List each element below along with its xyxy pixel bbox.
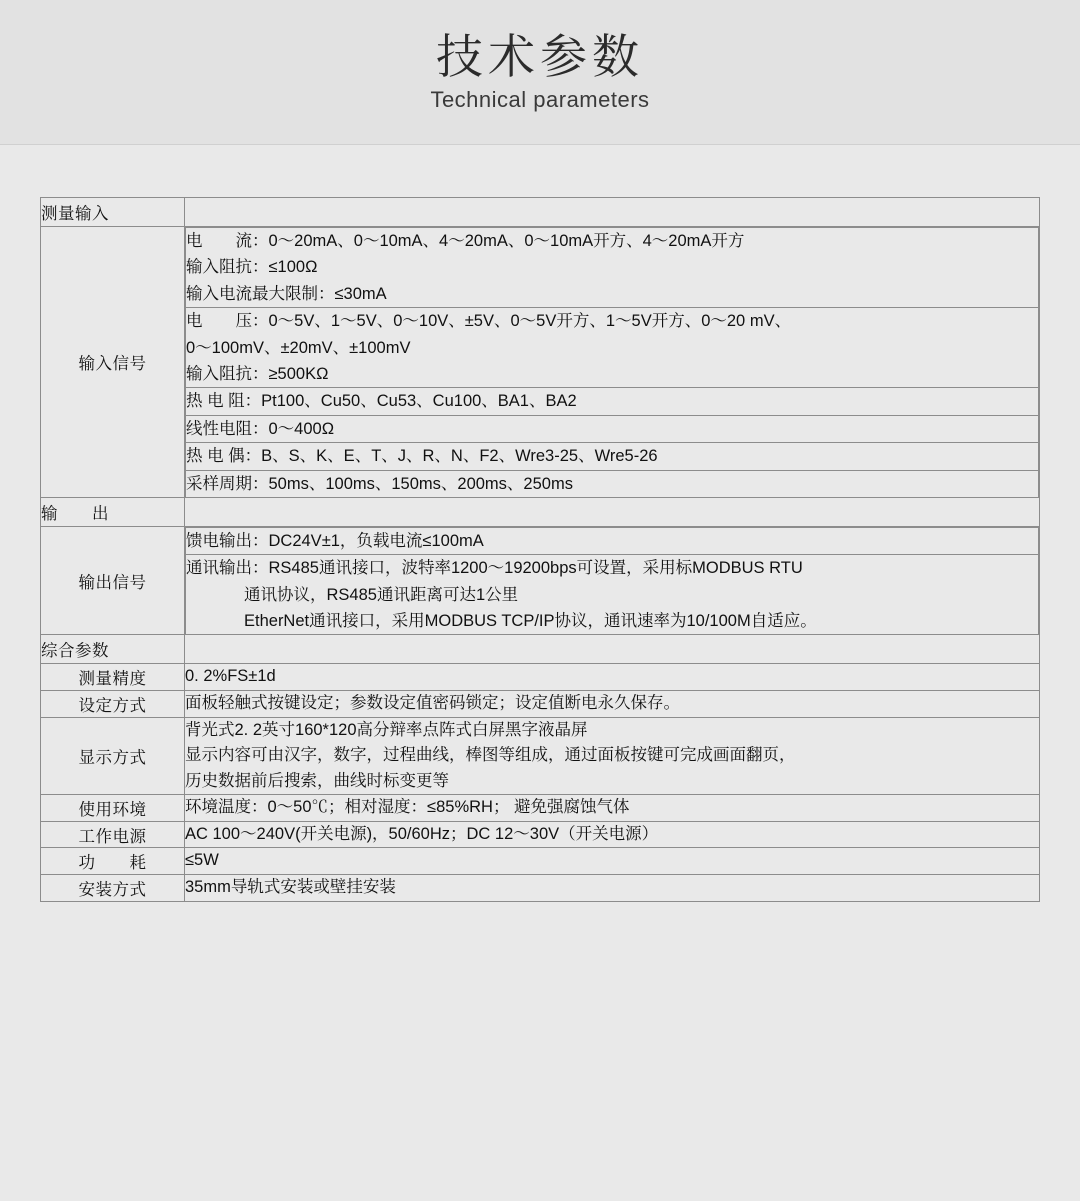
row-label: 使用环境 (41, 795, 185, 822)
table-row (41, 227, 1040, 498)
row-value (185, 635, 1040, 664)
row-value (185, 717, 1040, 795)
row-label: 工作电源 (41, 821, 185, 848)
sub-row-value (186, 415, 1039, 442)
row-label: 安装方式 (41, 874, 185, 901)
row-label: 输出信号 (41, 526, 185, 635)
value-line: 热 电 阻：Pt100、Cu50、Cu53、Cu100、BA1、BA2 (186, 392, 577, 411)
row-value: AC 100～240V(开关电源)，50/60Hz；DC 12～30V（开关电源） (185, 821, 1040, 848)
value-line: 通讯输出：RS485通讯接口，波特率1200～19200bps可设置，采用标MODBUS RTU (186, 559, 803, 578)
value-line: 历史数据前后搜索，曲线时标变更等 (185, 771, 449, 790)
sub-row (186, 308, 1039, 388)
sub-row-value (186, 388, 1039, 415)
row-value (185, 198, 1040, 227)
sub-table (185, 527, 1039, 635)
value-line: 采样周期：50ms、100ms、150ms、200ms、250ms (186, 474, 573, 493)
value-line: 0～100mV、±20mV、±100mV (186, 338, 411, 357)
sub-row (186, 415, 1039, 442)
sub-row (186, 527, 1039, 554)
sub-row-value (186, 555, 1039, 635)
table-row (41, 821, 1040, 848)
row-label: 设定方式 (41, 691, 185, 718)
row-label: 输入信号 (41, 227, 185, 498)
row-label: 综合参数 (41, 635, 185, 664)
row-label: 测量精度 (41, 664, 185, 691)
value-line: EtherNet通讯接口，采用MODBUS TCP/IP协议，通讯速率为10/100M自适应。 (244, 612, 817, 631)
value-line: 线性电阻：0～400Ω (186, 419, 335, 438)
row-value: ≤5W (185, 848, 1040, 875)
sub-row-value (186, 228, 1039, 308)
table-row (41, 526, 1040, 635)
value-line: 馈电输出：DC24V±1，负载电流≤100mA (186, 531, 484, 550)
sub-row (186, 555, 1039, 635)
sub-row (186, 388, 1039, 415)
row-label: 显示方式 (41, 717, 185, 795)
table-row (41, 635, 1040, 664)
row-value (185, 227, 1040, 498)
table-row (41, 497, 1040, 526)
sub-table (185, 227, 1039, 497)
row-value: 环境温度：0～50℃；相对湿度：≤85%RH； 避免强腐蚀气体 (185, 795, 1040, 822)
table-row (41, 198, 1040, 227)
row-value (185, 497, 1040, 526)
table-row (41, 664, 1040, 691)
row-label: 功 耗 (41, 848, 185, 875)
row-label: 测量输入 (41, 198, 185, 227)
value-line: 热 电 偶：B、S、K、E、T、J、R、N、F2、Wre3-25、Wre5-26 (186, 447, 658, 466)
value-line: 显示内容可由汉字，数字，过程曲线，棒图等组成，通过面板按键可完成画面翻页， (185, 746, 796, 765)
spec-sheet (0, 145, 1080, 902)
table-row (41, 874, 1040, 901)
row-value (185, 526, 1040, 635)
page-header (0, 0, 1080, 145)
value-line: 输入电流最大限制：≤30mA (186, 284, 387, 303)
technical-parameters-table (40, 197, 1040, 902)
value-line: 输入阻抗：≥500KΩ (186, 364, 329, 383)
table-row (41, 795, 1040, 822)
page-title-cn: 技术参数 (436, 29, 644, 85)
value-line: 背光式2. 2英寸160*120高分辩率点阵式白屏黑字液晶屏 (185, 720, 588, 739)
table-row (41, 691, 1040, 718)
sub-row (186, 470, 1039, 497)
sub-row-value (186, 443, 1039, 470)
sub-row (186, 228, 1039, 308)
sub-row-value (186, 470, 1039, 497)
row-value: 35mm导轨式安装或壁挂安装 (185, 874, 1040, 901)
value-line: 电 流：0～20mA、0～10mA、4～20mA、0～10mA开方、4～20mA开方 (186, 232, 745, 250)
sub-row-value (186, 527, 1039, 554)
sub-row (186, 443, 1039, 470)
table-row (41, 717, 1040, 795)
page-title-en: Technical parameters (430, 87, 650, 113)
table-row (41, 848, 1040, 875)
row-value: 0. 2%FS±1d (185, 664, 1040, 691)
value-line: 输入阻抗：≤100Ω (186, 258, 318, 277)
sub-row-value (186, 308, 1039, 388)
value-line: 通讯协议，RS485通讯距离可达1公里 (244, 585, 519, 604)
row-label: 输 出 (41, 497, 185, 526)
value-line: 电 压：0～5V、1～5V、0～10V、±5V、0～5V开方、1～5V开方、0～20 mV、 (186, 312, 792, 331)
row-value: 面板轻触式按键设定；参数设定值密码锁定；设定值断电永久保存。 (185, 691, 1040, 718)
